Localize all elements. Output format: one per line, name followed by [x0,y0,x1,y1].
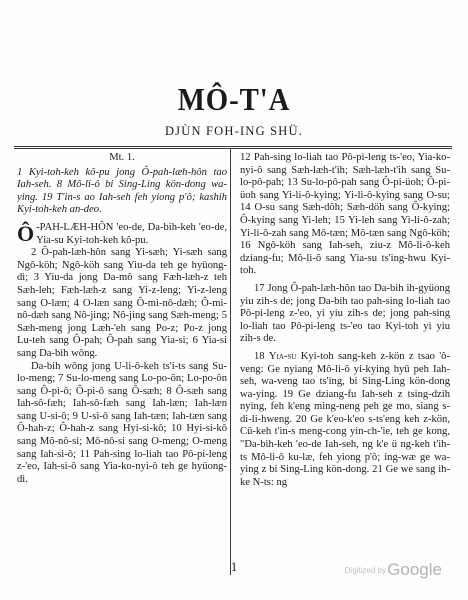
drop-capital: Ô [17,220,35,246]
chapter-heading: Mt. 1. [109,152,135,163]
page-title: MÔ-T'A [177,81,291,117]
digitized-by-label: Digitized by [344,566,386,575]
left-column [17,152,227,576]
verse-text: Kyi-toh sang-keh z-kön z tsao 'ô-veng: Ge nyiang Mô-li-ô yi-kying hyü peh Iah-seh, wa-veng tao ts'ing, bi Sing-Ling kön-dong wa-ying. 19 Ge dziang-fu Iah-seh z tsing-dzih nying, feh k'eng ming-neng peh ge mo, siang s-di-li-hweng. 20 Ge k'eo-k'eo s-ts'eng keh z-kön, Cü-keh t'in-s meng-cong yin-ch-'ie, teh ge kong, "Da-bih-keh 'eo-de Iah-seh, ng k'e ü ng-keh t'ih-ts Mô-li-ô ku-læ, feh yiong p'ô; ing-wæ ge wa-ying z bi Sing-Ling kön-dong. 21 Ge we sang ih-ke N-ts: ng [240,350,450,488]
verse-lead-word: Yia-su [268,350,297,362]
column-divider [230,149,231,575]
verse-paragraph [240,351,450,490]
header-rule-bottom [14,148,452,149]
header-rule-top [14,146,452,147]
verse-paragraph: 2 Ô-pah-læh-hôn sang Yi-sæh; Yi-sæh sang Ngô-köh; Ngô-köh sang Yiu-da teh ge hyüong-di; 3 Yiu-da jong Da-mô sang Fæh-læh-z teh Sæh-leh; Fæh-læh-z sang Yi-z-leng; Yi-z-leng sang O-læn; 4 O-læn sang Ô-mi-nô-dæh; Ô-mi-nô-dæh sang Nô-jing; Nô-jing sang Sæh-meng; 5 Sæh-meng jong Læh-'eh sang Po-z; Po-z jong Lu-teh sang Ô-pah; Ô-pah sang Yia-si; 6 Yia-si sang Da-bih wông. [17,247,227,359]
verse-paragraph: 17 Jong Ô-pah-læh-hôn tao Da-bih ih-gyüong yiu zih-s de; jong Da-bih tao pah-sing lo-liah tao Pô-pi-leng z-'eo, yi yiu zih-s de; jong pah-sing lo-liah tao Pô-pi-leng ts-'eo tao Kyi-toh yi yiu zih-s de. [240,282,450,345]
verse-paragraph: Da-bih wông jong U-li-ô-keh ts'i-ts sang Su-lo-meng; 7 Su-lo-meng sang Lo-po-ôn; Lo-po-ôn sang Ô-pi-ô; Ô-pi-ô sang Ô-sæh; 8 Ô-sæh sang Iah-sô-fæh; Iah-sô-fæh sang Iah-læn; Iah-læn sang U-si-ô; 9 U-si-ô sang Iah-tæn; Iah-tæn sang Ô-hah-z; Ô-hah-z sang Hyi-si-kô; 10 Hyi-si-kô sang Mô-nô-si; Mô-nô-si sang O-meng; O-meng sang Iah-si-ô; 11 Pah-sing lo-liah tao Pô-pi-leng z-'eo, Iah-si-ô sang Yia-ko-nyi-ô teh ge hyüong-di. [17,360,227,485]
verse-paragraph: 12 Pah-sing lo-liah tao Pô-pi-leng ts-'eo, Yia-ko-nyi-ô sang Sæh-læh-t'ih; Sæh-læh-t'ih sang Su-lo-pô-pah; 13 Su-lo-pô-pah sang Ô-pi-üoh; Ô-pi-üoh sang Yi-li-ô-kying; Yi-li-ô-kying sang O-su; 14 O-su sang Sæh-döh; Sæh-döh sang Ô-kying; Ô-kying sang Yi-leh; 15 Yi-leh sang Yi-li-ô-zah; Yi-li-ô-zah sang Mô-tæn; Mô-tæn sang Ngô-köh; 16 Ngô-köh sang Iah-seh, ziu-z Mô-li-ô-keh dziang-fu; Mô-li-ô sang Yia-su ts'ing-hwu Kyi-toh. [240,152,450,277]
opening-text: -PAH-LÆH-HÔN 'eo-de, Da-bih-keh 'eo-de, Yia-su Kyi-toh-keh kô-pu. [36,221,227,246]
page-subtitle: DJÙN FOH-ING SHÜ. [164,124,304,138]
chapter-headnote: 1 Kyi-toh-keh kô-pu jong Ô-pah-læh-hôn tao Iah-seh. 8 Mô-li-ô bi Sing-Ling kön-dong wa-ying. 19 T'in-s ao Iah-seh feh yiong p'ô; kashih Kyi-toh-keh an-deo. [17,166,227,216]
opening-paragraph [17,222,227,247]
google-watermark: Google [387,560,442,579]
right-column [240,152,450,576]
verse-number: 18 [254,350,269,362]
page-number: 1 [230,559,238,574]
